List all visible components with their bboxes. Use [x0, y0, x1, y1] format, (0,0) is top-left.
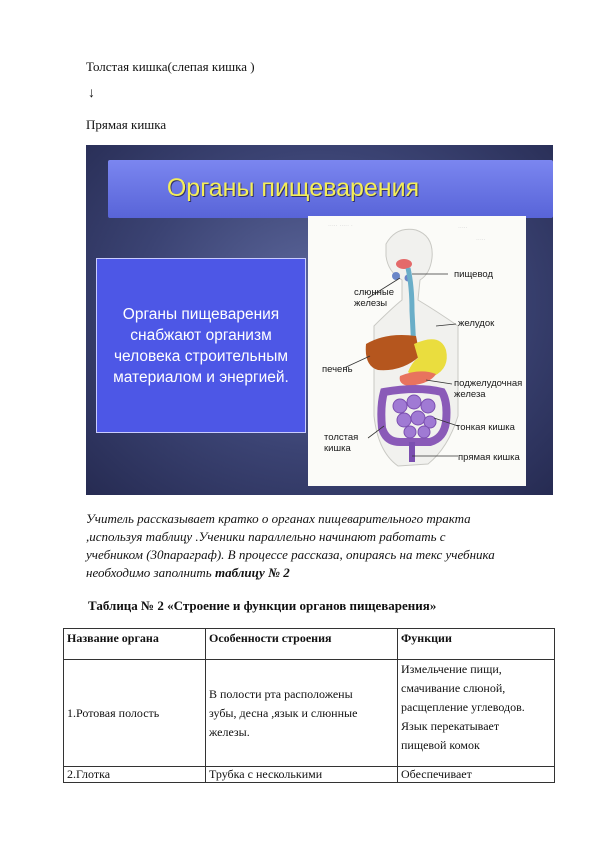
label-large-intestine: толстая кишка [324, 432, 359, 454]
slide-title-bar [108, 160, 553, 218]
label-salivary-glands: слюнные железы [354, 287, 395, 309]
svg-text:····· ····· ·: ····· ····· · [328, 223, 353, 230]
instruction-line: Учитель рассказывает кратко о органах пищеварительного тракта [86, 511, 471, 526]
slide-text-box [96, 258, 306, 433]
slide-box-line: снабжают организм [130, 326, 272, 344]
label-stomach: желудок [458, 318, 495, 329]
header-organ: Название органа [64, 629, 206, 660]
label-small-intestine: тонкая кишка [456, 422, 515, 433]
slide-box-line: человека строительным [113, 347, 288, 365]
table-row [64, 660, 555, 767]
table-header-row [64, 629, 555, 660]
table-row [64, 767, 555, 783]
header-functions: Функции [398, 629, 555, 660]
svg-text:·····: ····· [476, 237, 486, 244]
label-rectum: прямая кишка [458, 452, 520, 463]
cell-structure: В полости рта расположены зубы, десна ,язык и слюнные железы. [206, 660, 398, 767]
slide-title: Органы пищеварения [166, 174, 420, 202]
down-arrow-icon: ↓ [88, 86, 95, 101]
instruction-bold: таблицу № 2 [214, 565, 290, 580]
cell-functions: Измельчение пищи, смачивание слюной, расщепление углеводов. Язык перекатывает пищевой комок [398, 660, 555, 767]
cell-organ: 2.Глотка [64, 767, 206, 783]
label-pancreas: поджелудочная железа [454, 378, 523, 400]
intro-line-colon: Толстая кишка(слепая кишка ) [86, 59, 255, 74]
slide-box-line: материалом и энергией. [113, 368, 289, 386]
cell-organ: 1.Ротовая полость [64, 660, 206, 767]
intro-line-rectum: Прямая кишка [86, 117, 167, 132]
instruction-line: ,используя таблицу .Ученики параллельно начинают работать с [86, 529, 446, 544]
cell-structure: Трубка с несколькими [206, 767, 398, 783]
digestive-system-diagram [308, 216, 526, 486]
organs-table [63, 628, 555, 783]
label-esophagus: пищевод [454, 269, 494, 280]
header-structure: Особенности строения [206, 629, 398, 660]
slide-box-line: Органы пищеварения [122, 305, 280, 323]
cell-functions: Обеспечивает [398, 767, 555, 783]
instruction-line: учебником (30параграф). В процессе рассказа, опираясь на текс учебника [86, 547, 495, 562]
table-caption: Таблица № 2 «Строение и функции органов пищеварения» [88, 598, 437, 613]
instruction-line-last: необходимо заполнить таблицу № 2 [86, 565, 290, 580]
svg-text:·····: ····· [458, 225, 468, 232]
label-liver: печень [322, 364, 353, 375]
slide-image [86, 145, 553, 495]
